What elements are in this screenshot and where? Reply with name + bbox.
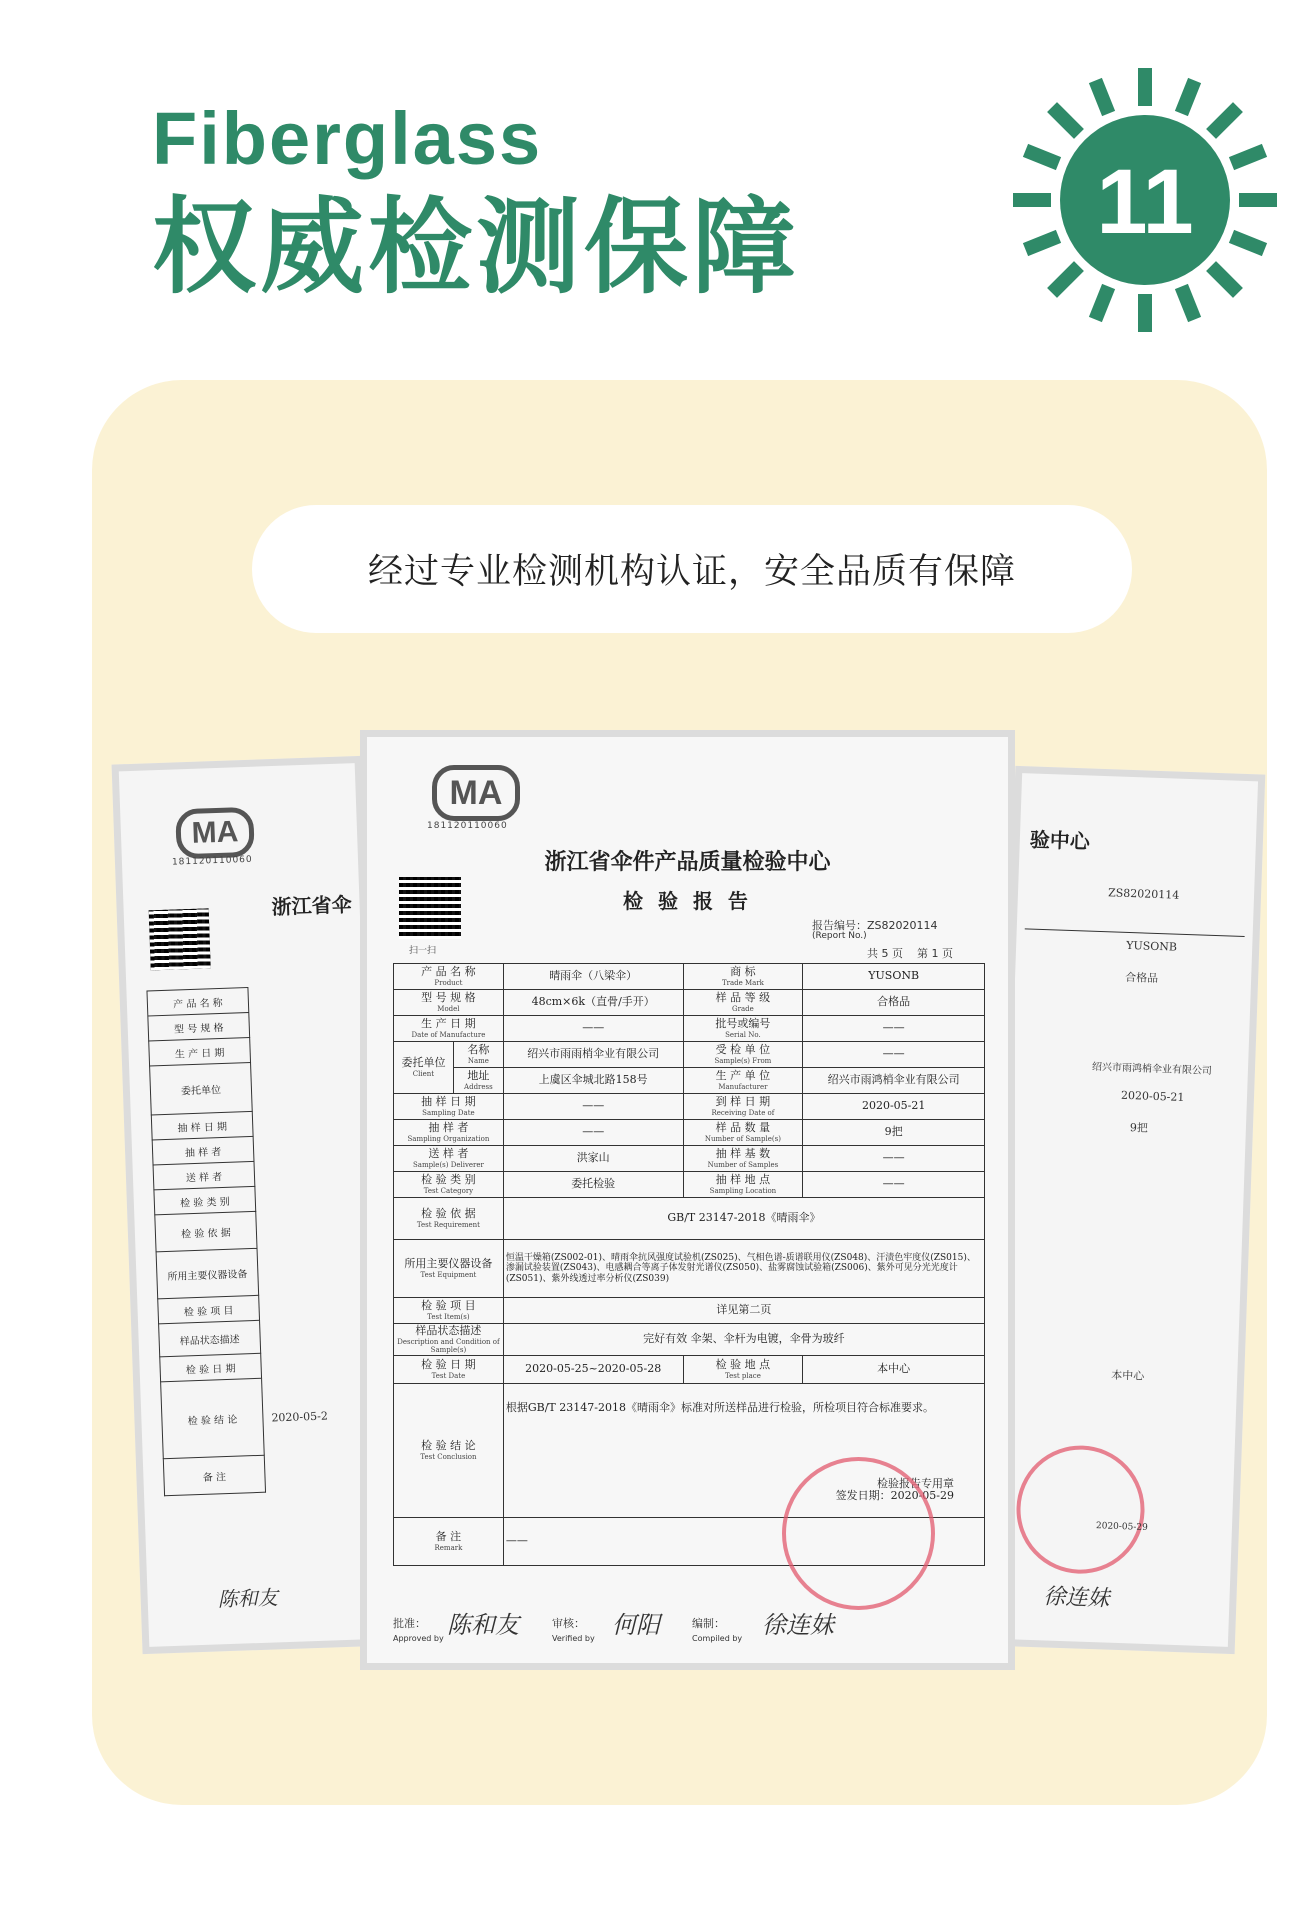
row-label: 到 样 日 期 (715, 1095, 771, 1109)
certification-banner (252, 505, 1132, 633)
approved-signature: 陈和友 (447, 1611, 519, 1639)
right-grade: 合格品 (1124, 970, 1159, 986)
left-report-row: 检 验 日 期 (159, 1354, 262, 1383)
right-maker: 绍兴市雨鸿梢伞业有限公司 (1091, 1061, 1213, 1077)
row-label: 型 号 规 格 (421, 991, 476, 1005)
row-value: 上虞区伞城北路158号 (503, 1068, 683, 1094)
row-value: —— (803, 1016, 985, 1042)
verified-signature: 何阳 (612, 1611, 660, 1639)
left-report-row: 产 品 名 称 (146, 987, 249, 1017)
right-report-no: ZS82020114 (1107, 886, 1180, 902)
test-date-value: 2020-05-25~2020-05-28 (503, 1356, 683, 1384)
row-label: 抽 样 地 点 (715, 1173, 771, 1187)
org-name-partial-right: 验中心 (1029, 827, 1091, 854)
row-value: 合格品 (803, 990, 985, 1016)
title-english: Fiberglass (152, 97, 543, 180)
condition-value: 完好有效 伞架、伞杆为电镀，伞骨为玻纤 (503, 1324, 984, 1356)
row-label: 批号或编号 (715, 1017, 771, 1031)
place-value: 本中心 (803, 1356, 985, 1384)
certification-banner-text: 经过专业检测机构认证，安全品质有保障 (367, 552, 1016, 592)
left-report-row: 抽 样 者 (152, 1137, 255, 1166)
row-value: 委托检验 (503, 1172, 683, 1198)
left-report-row: 样品状态描述 (158, 1321, 261, 1358)
left-report-row: 生 产 日 期 (148, 1038, 251, 1067)
cma-logo-icon: MA (432, 765, 520, 821)
report-row: 生 产 日 期 Date of Manufacture —— 批号或编号 Serial No. —— (394, 1016, 985, 1042)
report-row: 送 样 者 Sample(s) Deliverer 洪家山 抽 样 基 数 Number of Samples —— (394, 1146, 985, 1172)
issue-date: 2020-05-29 (890, 1489, 954, 1503)
right-signature: 徐连妹 (1043, 1584, 1110, 1612)
inspection-report-main: MA 181120110060 扫一扫 浙江省伞件产品质量检验中心 检 验 报 告 报告编号：ZS82020114 (Report No.) 共 5 页 第 1 页 产 品 名 称 Product 晴雨伞（八梁伞） 商 标 Trade Mark YUSONB 型 号 规 格 Model 48cm×6k（直骨/手开） 样 品 等 级 Grade 合格品 生 产 日 期 Date of Manufacture —— 批号或编号 Serial No. —— 委托单位 Client 名称 Name 绍兴市雨雨梢伞业有限公司 受 检 单 位 Sample(s) From —— 地址 Address 上虞区伞城北路158号 生 产 单 位 Manufacturer 绍兴市雨鸿梢伞业有限公司 抽 样 日 期 Sampling Date —— 到 样 日 期 Receiving Date of 2020-05-21 抽 样 者 Sampling Organization —— 样 品 数 量 Number of Sample(s) 9把 送 样 者 Sample(s) Deliverer 洪家山 抽 样 基 数 Number of Samples —— 检 验 类 别 Test Category 委托检验 抽 样 地 点 Sampling Location —— 检 验 依 据 Test Requirement GB/T 23147-2018《晴雨伞》 所用主要仪器设备 Test Equipment 恒温干燥箱(ZS002-01)、晴雨伞抗风强度试验机(ZS025)、气相色谱-质谱联用仪(ZS048)、汗渍色牢度仪(ZS015)、渗漏试验装置(ZS043)、电感耦合等离子体发射光谱仪(ZS050)、盐雾腐蚀试验箱(ZS006)、紫外可见分光光度计(ZS051)、紫外线透过率分析仪(ZS039) 检 验 项 目 Test Item(s) 详见第二页 样品状态描述 Description and Condition of Sample(s) 完好有效 伞架、伞杆为电镀，伞骨为玻纤 检 验 日 期 Test Date 2020-05-25~2020-05-28 检 验 地 点 Test place 本中心 检 验 结 论 Test Conclusion 根据GB/T 23147-2018《晴雨伞》标准对所送样品进行检验，所检项目符合标准要求。 检验报告专用章 签发日期：2020-05-29 备 注 Remark —— 批准： Approved by 陈和友 审核： Verified by 何阳 编制： Compiled by 徐连妹 (360, 730, 1015, 1670)
stamp-caption: 检验报告专用章 (877, 1476, 954, 1490)
left-signature: 陈和友 (217, 1585, 279, 1612)
right-official-seal-icon (1014, 1443, 1146, 1575)
row-value: —— (803, 1172, 985, 1198)
row-label: 样 品 数 量 (715, 1121, 771, 1135)
left-report-row: 检 验 类 别 (153, 1187, 256, 1216)
report-no-en: (Report No.) (812, 931, 867, 941)
client-label: 委托单位 (401, 1056, 446, 1070)
row-label: 抽 样 基 数 (715, 1147, 771, 1161)
cma-code: 181120110060 (427, 821, 508, 831)
row-label: 样 品 等 级 (715, 991, 771, 1005)
left-report-table (146, 982, 392, 1496)
items-value: 详见第二页 (503, 1298, 984, 1324)
row-value: —— (503, 1120, 683, 1146)
badge-number: 11 (1096, 151, 1194, 253)
row-label: 抽 样 日 期 (421, 1095, 476, 1109)
report-row: 型 号 规 格 Model 48cm×6k（直骨/手开） 样 品 等 级 Grade 合格品 (394, 990, 985, 1016)
row-label: 检 验 类 别 (421, 1173, 476, 1187)
number-badge-sun-icon (1010, 65, 1280, 335)
report-row: 抽 样 日 期 Sampling Date —— 到 样 日 期 Receiving Date of 2020-05-21 (394, 1094, 985, 1120)
row-value: 9把 (803, 1120, 985, 1146)
compiled-signature: 徐连妹 (762, 1611, 834, 1639)
report-page-right (985, 766, 1266, 1654)
report-row: 检 验 类 别 Test Category 委托检验 抽 样 地 点 Sampling Location —— (394, 1172, 985, 1198)
left-report-row: 检 验 结 论 (160, 1379, 265, 1460)
report-no: ZS82020114 (867, 919, 938, 932)
row-label: 生 产 单 位 (715, 1069, 771, 1083)
org-name-partial: 浙江省伞 (271, 892, 352, 920)
row-value: 48cm×6k（直骨/手开） (503, 990, 683, 1016)
row-label: 送 样 者 (428, 1147, 469, 1161)
row-value: 晴雨伞（八梁伞） (503, 964, 683, 990)
cma-code: 181120110060 (171, 854, 253, 868)
basis-label: 检 验 依 据 (421, 1207, 476, 1221)
condition-label: 样品状态描述 (415, 1324, 482, 1338)
test-date-label: 检 验 日 期 (421, 1358, 476, 1372)
org-name: 浙江省伞件产品质量检验中心 (544, 849, 831, 875)
row-value: YUSONB (803, 964, 985, 990)
qr-code-icon (149, 908, 211, 970)
left-report-row: 委托单位 (149, 1063, 253, 1116)
row-value: —— (503, 1094, 683, 1120)
page-count: 共 5 页 (867, 947, 903, 960)
report-no-label: 报告编号： (812, 919, 867, 932)
equipment-label: 所用主要仪器设备 (404, 1257, 493, 1271)
right-date: 2020-05-21 (1120, 1088, 1185, 1104)
row-label: 生 产 日 期 (421, 1017, 476, 1031)
row-label: 产 品 名 称 (421, 965, 476, 979)
row-value: 洪家山 (503, 1146, 683, 1172)
cma-logo-icon: MA (175, 807, 255, 860)
left-report-row: 所用主要仪器设备 (156, 1249, 260, 1300)
verified-label: 审核： (552, 1617, 585, 1630)
items-label: 检 验 项 目 (421, 1299, 476, 1313)
approved-label: 批准： (393, 1617, 426, 1630)
left-report-row: 备 注 (163, 1456, 266, 1497)
row-label: 名称 (467, 1043, 490, 1057)
left-report-row: 型 号 规 格 (147, 1013, 250, 1042)
left-report-row: 检 验 项 目 (157, 1296, 260, 1325)
remark-value: —— (503, 1518, 984, 1566)
official-seal-icon (782, 1457, 935, 1610)
left-report-date: 2020-05-2 (271, 1409, 329, 1425)
right-brand: YUSONB (1126, 938, 1178, 954)
report-row: 产 品 名 称 Product 晴雨伞（八梁伞） 商 标 Trade Mark YUSONB (394, 964, 985, 990)
compiled-label: 编制： (692, 1617, 725, 1630)
right-issue-date: 2020-05-29 (1095, 1521, 1148, 1533)
left-report-row: 检 验 依 据 (154, 1212, 257, 1253)
row-label: 抽 样 者 (428, 1121, 469, 1135)
row-value: 绍兴市雨鸿梢伞业有限公司 (803, 1068, 985, 1094)
row-value: 绍兴市雨雨梢伞业有限公司 (503, 1042, 683, 1068)
left-report-row: 抽 样 日 期 (151, 1112, 254, 1141)
report-row: 委托单位 Client 名称 Name 绍兴市雨雨梢伞业有限公司 受 检 单 位 Sample(s) From —— (394, 1042, 985, 1068)
row-value: —— (503, 1016, 683, 1042)
report-page-left (112, 756, 393, 1654)
left-report-row: 送 样 者 (153, 1162, 256, 1191)
report-row: 地址 Address 上虞区伞城北路158号 生 产 单 位 Manufacturer 绍兴市雨鸿梢伞业有限公司 (394, 1068, 985, 1094)
row-value: —— (803, 1146, 985, 1172)
remark-label: 备 注 (435, 1530, 462, 1544)
row-label: 地址 (467, 1069, 490, 1083)
row-label: 受 检 单 位 (715, 1043, 771, 1057)
qr-caption: 扫一扫 (409, 946, 437, 956)
right-qty: 9把 (1129, 1121, 1149, 1135)
basis-value: GB/T 23147-2018《晴雨伞》 (503, 1198, 984, 1240)
conclusion-value: 根据GB/T 23147-2018《晴雨伞》标准对所送样品进行检验，所检项目符合标准要求。 (505, 1401, 934, 1414)
page-number: 第 1 页 (917, 947, 953, 960)
conclusion-label: 检 验 结 论 (421, 1439, 476, 1453)
row-label: 商 标 (730, 965, 756, 979)
row-value: 2020-05-21 (803, 1094, 985, 1120)
report-table: 产 品 名 称 Product 晴雨伞（八梁伞） 商 标 Trade Mark YUSONB 型 号 规 格 Model 48cm×6k（直骨/手开） 样 品 等 级 Grade 合格品 生 产 日 期 Date of Manufacture —— 批号或编号 Serial No. —— 委托单位 Client 名称 Name 绍兴市雨雨梢伞业有限公司 受 检 单 位 Sample(s) From —— 地址 Address 上虞区伞城北路158号 生 产 单 位 Manufacturer 绍兴市雨鸿梢伞业有限公司 抽 样 日 期 Sampling Date —— 到 样 日 期 Receiving Date of 2020-05-21 抽 样 者 Sampling Organization —— 样 品 数 量 Number of Sample(s) 9把 送 样 者 Sample(s) Deliverer 洪家山 抽 样 基 数 Number of Samples —— 检 验 类 别 Test Category 委托检验 抽 样 地 点 Sampling Location —— 检 验 依 据 Test Requirement GB/T 23147-2018《晴雨伞》 所用主要仪器设备 Test Equipment 恒温干燥箱(ZS002-01)、晴雨伞抗风强度试验机(ZS025)、气相色谱-质谱联用仪(ZS048)、汗渍色牢度仪(ZS015)、渗漏试验装置(ZS043)、电感耦合等离子体发射光谱仪(ZS050)、盐雾腐蚀试验箱(ZS006)、紫外可见分光光度计(ZS051)、紫外线透过率分析仪(ZS039) 检 验 项 目 Test Item(s) 详见第二页 样品状态描述 Description and Condition of Sample(s) 完好有效 伞架、伞杆为电镀，伞骨为玻纤 检 验 日 期 Test Date 2020-05-25~2020-05-28 检 验 地 点 Test place 本中心 检 验 结 论 Test Conclusion 根据GB/T 23147-2018《晴雨伞》标准对所送样品进行检验，所检项目符合标准要求。 检验报告专用章 签发日期：2020-05-29 备 注 Remark —— (393, 963, 985, 1566)
report-type: 检 验 报 告 (623, 889, 752, 913)
place-label: 检 验 地 点 (715, 1358, 771, 1372)
equipment-value: 恒温干燥箱(ZS002-01)、晴雨伞抗风强度试验机(ZS025)、气相色谱-质谱联用仪(ZS048)、汗渍色牢度仪(ZS015)、渗漏试验装置(ZS043)、电感耦合等离子体发射光谱仪(ZS050)、盐雾腐蚀试验箱(ZS006)、紫外可见分光光度计(ZS051)、紫外线透过率分析仪(ZS039) (503, 1240, 984, 1298)
row-value: —— (803, 1042, 985, 1068)
title-chinese: 权威检测保障 (152, 186, 801, 308)
report-row: 抽 样 者 Sampling Organization —— 样 品 数 量 Number of Sample(s) 9把 (394, 1120, 985, 1146)
issue-date-label: 签发日期： (835, 1489, 891, 1503)
right-place: 本中心 (1111, 1368, 1145, 1383)
